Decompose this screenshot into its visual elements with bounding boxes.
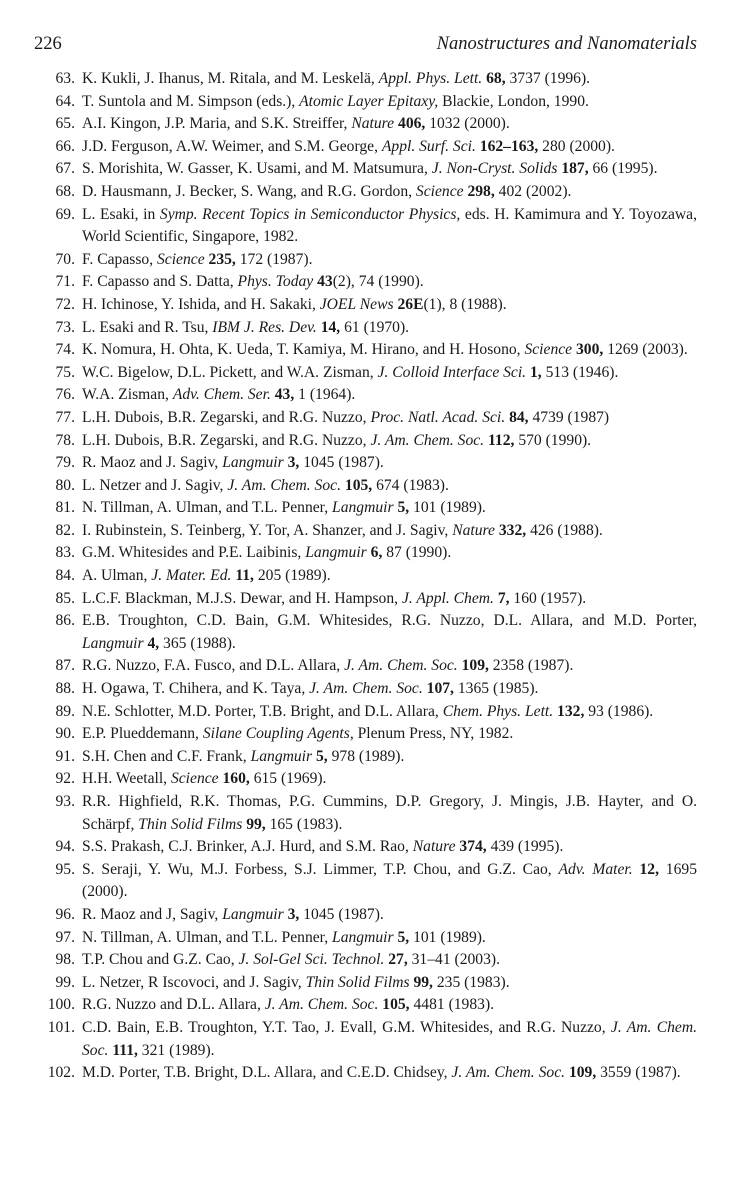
reference-text-segment: N.E. Schlotter, M.D. Porter, T.B. Bright, and D.L. Allara, [82, 702, 443, 720]
reference-text-segment: 31–41 (2003). [407, 951, 500, 969]
volume-number: 5, [397, 499, 410, 517]
reference-text-segment: S.H. Chen and C.F. Frank, [82, 747, 251, 765]
reference-text-segment: 160 (1957). [509, 589, 587, 607]
journal-title: Langmuir [332, 499, 394, 517]
reference-text [82, 994, 697, 1017]
reference-item [34, 859, 697, 904]
volume-number: 132, [557, 702, 585, 720]
journal-title: Silane Coupling Agents, [202, 725, 354, 743]
reference-text-segment: 4481 (1983). [409, 996, 495, 1014]
reference-text-segment: L. Netzer and J. Sagiv, [82, 476, 228, 494]
reference-text-segment: 1045 (1987). [299, 454, 384, 472]
volume-number: 109, [461, 657, 489, 675]
reference-item [34, 317, 697, 340]
reference-text-segment: J.D. Ferguson, A.W. Weimer, and S.M. George, [82, 137, 382, 155]
journal-title: J. Appl. Chem. [401, 589, 494, 607]
reference-item [34, 204, 697, 249]
reference-text-segment: 280 (2000). [538, 137, 615, 155]
reference-text [82, 339, 697, 362]
journal-title: Symp. Recent Topics in Semiconductor Physics, [159, 205, 461, 223]
reference-text [82, 68, 697, 91]
reference-item [34, 542, 697, 565]
reference-text-segment: L.H. Dubois, B.R. Zegarski, and R.G. Nuzzo, [82, 408, 371, 426]
volume-number: 3, [287, 905, 300, 923]
reference-text-segment: A. Ulman, [82, 567, 152, 585]
reference-text-segment: D. Hausmann, J. Becker, S. Wang, and R.G. Gordon, [82, 182, 416, 200]
journal-title: Langmuir [250, 747, 313, 765]
reference-item [34, 836, 697, 859]
reference-text-segment: F. Capasso, [82, 250, 157, 268]
reference-number: 71. [55, 273, 75, 291]
journal-title: Chem. Phys. Lett. [442, 702, 554, 720]
journal-title: Nature [351, 115, 395, 133]
reference-text-segment: 87 (1990). [382, 544, 452, 562]
reference-number: 70. [55, 250, 75, 268]
reference-text-segment: A.I. Kingon, J.P. Maria, and S.K. Streiffer, [82, 115, 352, 133]
volume-number: 26E [397, 295, 424, 313]
reference-number: 82. [55, 521, 75, 539]
reference-text-segment: 66 (1995). [588, 160, 658, 178]
reference-number: 98. [55, 951, 75, 969]
reference-item [34, 768, 697, 791]
reference-text-segment: W.C. Bigelow, D.L. Pickett, and W.A. Zisman, [82, 363, 378, 381]
reference-text-segment: N. Tillman, A. Ulman, and T.L. Penner, [82, 499, 333, 517]
reference-number: 92. [55, 770, 75, 788]
volume-number: 332, [498, 521, 527, 539]
journal-title: Thin Solid Films [305, 973, 410, 991]
reference-text-segment: (1), 8 (1988). [423, 295, 507, 313]
reference-text [82, 271, 697, 294]
volume-number: 6, [370, 544, 383, 562]
reference-text-segment: R. Maoz and J. Sagiv, [82, 454, 223, 472]
volume-number: 111, [112, 1041, 138, 1059]
reference-text-segment: G.M. Whitesides and P.E. Laibinis, [82, 544, 306, 562]
reference-number: 75. [55, 363, 75, 381]
reference-text [82, 949, 697, 972]
reference-text-segment: L.C.F. Blackman, M.J.S. Dewar, and H. Hampson, [82, 589, 402, 607]
reference-item [34, 655, 697, 678]
reference-text-segment: 402 (2002). [494, 182, 572, 200]
journal-title: J. Am. Chem. Soc. [82, 1018, 697, 1059]
volume-number: 7, [497, 589, 510, 607]
reference-number: 90. [55, 725, 75, 743]
journal-title: J. Am. Chem. Soc. [451, 1064, 566, 1082]
reference-text-segment: L.H. Dubois, B.R. Zegarski, and R.G. Nuzzo, [82, 431, 371, 449]
reference-text [82, 407, 697, 430]
journal-title: J. Am. Chem. Soc. [344, 657, 458, 675]
reference-item [34, 407, 697, 430]
reference-number: 94. [55, 838, 75, 856]
reference-text [82, 723, 697, 746]
reference-text-segment: M.D. Porter, T.B. Bright, D.L. Allara, and C.E.D. Chidsey, [82, 1064, 452, 1082]
reference-number: 91. [55, 747, 75, 765]
journal-title: Science [415, 182, 464, 200]
reference-text-segment: 3559 (1987). [596, 1064, 681, 1082]
reference-number: 102. [47, 1064, 75, 1082]
reference-text-segment: F. Capasso and S. Datta, [82, 273, 238, 291]
reference-text [82, 904, 697, 927]
reference-number: 81. [55, 499, 75, 517]
reference-item [34, 249, 697, 272]
volume-number: 27, [388, 951, 408, 969]
volume-number: 109, [568, 1064, 597, 1082]
journal-title: Nature [452, 521, 495, 539]
journal-title: Appl. Surf. Sci. [381, 137, 476, 155]
running-title: Nanostructures and Nanomaterials [436, 34, 697, 54]
reference-text [82, 384, 697, 407]
reference-text-segment: 1032 (2000). [425, 115, 510, 133]
reference-text [82, 452, 697, 475]
reference-text [82, 475, 697, 498]
reference-item [34, 452, 697, 475]
reference-item [34, 927, 697, 950]
reference-text [82, 859, 697, 904]
reference-text-segment: 513 (1946). [541, 363, 619, 381]
reference-text-segment: (2), 74 (1990). [332, 273, 424, 291]
reference-item [34, 271, 697, 294]
reference-text-segment: 321 (1989). [137, 1041, 215, 1059]
volume-number: 107, [426, 680, 454, 698]
reference-text [82, 204, 697, 249]
reference-text [82, 362, 697, 385]
reference-text-segment: C.D. Bain, E.B. Troughton, Y.T. Tao, J. Evall, G.M. Whitesides, and R.G. Nuzzo, [82, 1018, 611, 1036]
reference-item [34, 610, 697, 655]
reference-text-segment: L. Esaki and R. Tsu, [82, 318, 213, 336]
volume-number: 105, [344, 476, 373, 494]
reference-item [34, 949, 697, 972]
reference-text [82, 1062, 697, 1085]
reference-text-segment: E.B. Troughton, C.D. Bain, G.M. Whitesides, R.G. Nuzzo, D.L. Allara, and M.D. Porter, [82, 612, 697, 630]
reference-number: 78. [55, 431, 75, 449]
volume-number: 99, [246, 815, 266, 833]
journal-title: Proc. Natl. Acad. Sci. [370, 408, 506, 426]
reference-text-segment: H. Ogawa, T. Chihera, and K. Taya, [82, 680, 310, 698]
reference-text-segment: S. Morishita, W. Gasser, K. Usami, and M. Matsumura, [82, 160, 432, 178]
reference-text-segment: S. Seraji, Y. Wu, M.J. Forbess, S.J. Limmer, T.P. Chou, and G.Z. Cao, [82, 860, 559, 878]
reference-text-segment: 2358 (1987). [488, 657, 574, 675]
reference-text [82, 249, 697, 272]
volume-number: 374, [459, 838, 487, 856]
reference-text-segment: L. Netzer, R Iscovoci, and J. Sagiv, [82, 973, 306, 991]
volume-number: 235, [208, 250, 236, 268]
journal-title: Science [170, 770, 219, 788]
reference-text-segment: K. Nomura, H. Ohta, K. Ueda, T. Kamiya, M. Hirano, and H. Hosono, [82, 341, 525, 359]
reference-item [34, 588, 697, 611]
reference-item [34, 136, 697, 159]
reference-text [82, 542, 697, 565]
reference-text [82, 678, 697, 701]
reference-number: 95. [55, 860, 75, 878]
journal-title: Langmuir [222, 454, 284, 472]
reference-text-segment: T. Suntola and M. Simpson (eds.), [82, 92, 300, 110]
journal-title: Thin Solid Films [138, 815, 243, 833]
reference-number: 77. [55, 408, 75, 426]
volume-number: 298, [467, 182, 495, 200]
reference-number: 72. [55, 295, 75, 313]
volume-number: 99, [413, 973, 433, 991]
reference-text [82, 181, 697, 204]
reference-item [34, 791, 697, 836]
volume-number: 43 [317, 273, 333, 291]
reference-text [82, 294, 697, 317]
reference-text-segment: 615 (1969). [249, 770, 327, 788]
reference-text [82, 317, 697, 340]
reference-text [82, 113, 697, 136]
reference-text-segment: E.P. Plueddemann, [82, 725, 203, 743]
reference-text-segment: 172 (1987). [235, 250, 313, 268]
reference-number: 88. [55, 680, 75, 698]
reference-text-segment: I. Rubinstein, S. Teinberg, Y. Tor, A. Shanzer, and J. Sagiv, [82, 521, 453, 539]
reference-text-segment: 1695 (2000). [82, 860, 697, 901]
reference-text-segment: T.P. Chou and G.Z. Cao, [82, 951, 239, 969]
reference-item [34, 972, 697, 995]
reference-item [34, 158, 697, 181]
volume-number: 162–163, [479, 137, 539, 155]
reference-text-segment: 101 (1989). [409, 499, 486, 517]
reference-text-segment: 101 (1989). [409, 928, 486, 946]
reference-item [34, 520, 697, 543]
reference-text-segment: Plenum Press, NY, 1982. [353, 725, 514, 743]
volume-number: 84, [509, 408, 529, 426]
reference-text [82, 588, 697, 611]
reference-number: 87. [55, 657, 75, 675]
reference-item [34, 1017, 697, 1062]
reference-item [34, 746, 697, 769]
reference-text-segment: 1045 (1987). [299, 905, 384, 923]
reference-text-segment: 4739 (1987) [528, 408, 610, 426]
journal-title: Nature [412, 838, 456, 856]
reference-text-segment: H.H. Weetall, [82, 770, 171, 788]
journal-title: Appl. Phys. Lett. [378, 70, 483, 87]
journal-title: Atomic Layer Epitaxy, [299, 92, 439, 110]
journal-title: Adv. Mater. [558, 860, 633, 878]
page-number: 226 [34, 34, 62, 54]
volume-number: 3, [287, 454, 300, 472]
reference-item [34, 181, 697, 204]
journal-title: J. Non-Cryst. Solids [431, 160, 558, 178]
reference-item [34, 565, 697, 588]
reference-text-segment: R.R. Highfield, R.K. Thomas, P.G. Cummins, D.P. Gregory, J. Mingis, J.B. Hayter, and O. Schärpf, [82, 793, 697, 833]
reference-number: 76. [55, 386, 75, 404]
reference-text-segment: R. Maoz and J, Sagiv, [82, 905, 223, 923]
reference-item [34, 362, 697, 385]
reference-text [82, 610, 697, 655]
volume-number: 4, [147, 634, 160, 652]
volume-number: 12, [639, 860, 659, 878]
reference-item [34, 91, 697, 114]
reference-text-segment: 165 (1983). [265, 815, 343, 833]
reference-number: 101. [47, 1018, 75, 1036]
reference-number: 96. [55, 905, 75, 923]
reference-text-segment: 674 (1983). [372, 476, 449, 494]
reference-item [34, 723, 697, 746]
journal-title: Langmuir [332, 928, 394, 946]
reference-number: 65. [55, 115, 75, 133]
reference-text-segment: 439 (1995). [486, 838, 564, 856]
journal-title: JOEL News [319, 295, 394, 313]
volume-number: 105, [382, 996, 410, 1014]
reference-text-segment: 1269 (2003). [603, 341, 688, 359]
volume-number: 5, [316, 747, 328, 765]
reference-number: 67. [55, 160, 75, 178]
reference-number: 64. [55, 92, 75, 110]
volume-number: 112, [487, 431, 515, 449]
reference-number: 66. [55, 137, 75, 155]
reference-text-segment: L. Esaki, in [82, 205, 160, 223]
reference-number: 68. [55, 182, 75, 200]
volume-number: 406, [398, 115, 426, 133]
reference-text [82, 136, 697, 159]
volume-number: 68, [486, 70, 506, 87]
journal-title: J. Am. Chem. Soc. [227, 476, 341, 494]
journal-title: Langmuir [82, 634, 144, 652]
journal-title: Adv. Chem. Ser. [172, 386, 271, 404]
journal-title: Phys. Today [237, 273, 314, 291]
reference-list [34, 68, 697, 1085]
reference-text-segment: H. Ichinose, Y. Ishida, and H. Sakaki, [82, 295, 320, 313]
reference-text-segment: 1 (1964). [294, 386, 356, 404]
journal-title: J. Am. Chem. Soc. [264, 996, 379, 1014]
reference-text [82, 158, 697, 181]
reference-text-segment: 205 (1989). [253, 567, 331, 585]
reference-item [34, 384, 697, 407]
reference-number: 80. [55, 476, 75, 494]
volume-number: 160, [222, 770, 250, 788]
reference-text [82, 497, 697, 520]
reference-number: 84. [55, 567, 75, 585]
reference-text [82, 768, 697, 791]
reference-number: 97. [55, 928, 75, 946]
reference-item [34, 113, 697, 136]
reference-text [82, 746, 697, 769]
volume-number: 187, [561, 160, 589, 178]
reference-text [82, 836, 697, 859]
journal-title: Science [157, 250, 205, 268]
reference-text-segment: 93 (1986). [584, 702, 654, 720]
volume-number: 43, [274, 386, 295, 404]
reference-number: 73. [55, 318, 75, 336]
reference-number: 93. [55, 793, 75, 810]
reference-item [34, 430, 697, 453]
reference-number: 74. [55, 341, 75, 359]
reference-number: 83. [55, 544, 75, 562]
reference-item [34, 339, 697, 362]
reference-text-segment: 365 (1988). [159, 634, 236, 652]
journal-title: J. Colloid Interface Sci. [377, 363, 527, 381]
reference-item [34, 701, 697, 724]
reference-text-segment: 570 (1990). [514, 431, 592, 449]
reference-text-segment: 235 (1983). [432, 973, 510, 991]
reference-text [82, 520, 697, 543]
reference-text [82, 565, 697, 588]
journal-title: IBM J. Res. Dev. [212, 318, 317, 336]
reference-item [34, 904, 697, 927]
journal-title: Science [524, 341, 573, 359]
journal-title: Langmuir [222, 905, 284, 923]
reference-item [34, 497, 697, 520]
reference-item [34, 994, 697, 1017]
reference-item [34, 68, 697, 91]
volume-number: 11, [235, 567, 254, 585]
reference-item [34, 678, 697, 701]
volume-number: 300, [576, 341, 604, 359]
journal-title: J. Am. Chem. Soc. [370, 431, 485, 449]
reference-text-segment: R.G. Nuzzo and D.L. Allara, [82, 996, 265, 1014]
reference-text-segment: 3737 (1996). [505, 70, 591, 87]
reference-text [82, 1017, 697, 1062]
reference-text-segment: S.S. Prakash, C.J. Brinker, A.J. Hurd, and S.M. Rao, [82, 838, 413, 856]
journal-title: J. Sol-Gel Sci. Technol. [238, 951, 385, 969]
reference-item [34, 294, 697, 317]
reference-text-segment: 61 (1970). [340, 318, 410, 336]
reference-number: 63. [55, 70, 75, 87]
reference-text [82, 927, 697, 950]
reference-number: 86. [55, 612, 75, 630]
reference-text [82, 701, 697, 724]
reference-text-segment: Blackie, London, 1990. [438, 92, 589, 110]
reference-text-segment: 426 (1988). [526, 521, 603, 539]
reference-number: 79. [55, 454, 75, 472]
reference-text-segment: 1365 (1985). [453, 680, 539, 698]
volume-number: 1, [530, 363, 542, 381]
reference-text [82, 430, 697, 453]
reference-text [82, 655, 697, 678]
reference-number: 85. [55, 589, 75, 607]
reference-text-segment: eds. H. Kamimura and Y. Toyozawa, World Scientific, Singapore, 1982. [82, 205, 697, 246]
page-header [34, 34, 697, 60]
reference-number: 100. [47, 996, 75, 1014]
reference-text-segment: 978 (1989). [327, 747, 405, 765]
reference-text [82, 791, 697, 836]
reference-text [82, 91, 697, 114]
reference-item [34, 475, 697, 498]
journal-title: J. Am. Chem. Soc. [309, 680, 423, 698]
reference-item [34, 1062, 697, 1085]
reference-text-segment: R.G. Nuzzo, F.A. Fusco, and D.L. Allara, [82, 657, 345, 675]
reference-number: 69. [55, 205, 75, 223]
reference-text-segment: W.A. Zisman, [82, 386, 173, 404]
reference-number: 99. [55, 973, 75, 991]
journal-title: J. Mater. Ed. [151, 567, 232, 585]
volume-number: 14, [320, 318, 341, 336]
journal-title: Langmuir [305, 544, 367, 562]
reference-text-segment: K. Kukli, J. Ihanus, M. Ritala, and M. Leskelä, [82, 70, 379, 87]
reference-text-segment: N. Tillman, A. Ulman, and T.L. Penner, [82, 928, 333, 946]
volume-number: 5, [397, 928, 410, 946]
reference-text [82, 972, 697, 995]
reference-number: 89. [55, 702, 75, 720]
